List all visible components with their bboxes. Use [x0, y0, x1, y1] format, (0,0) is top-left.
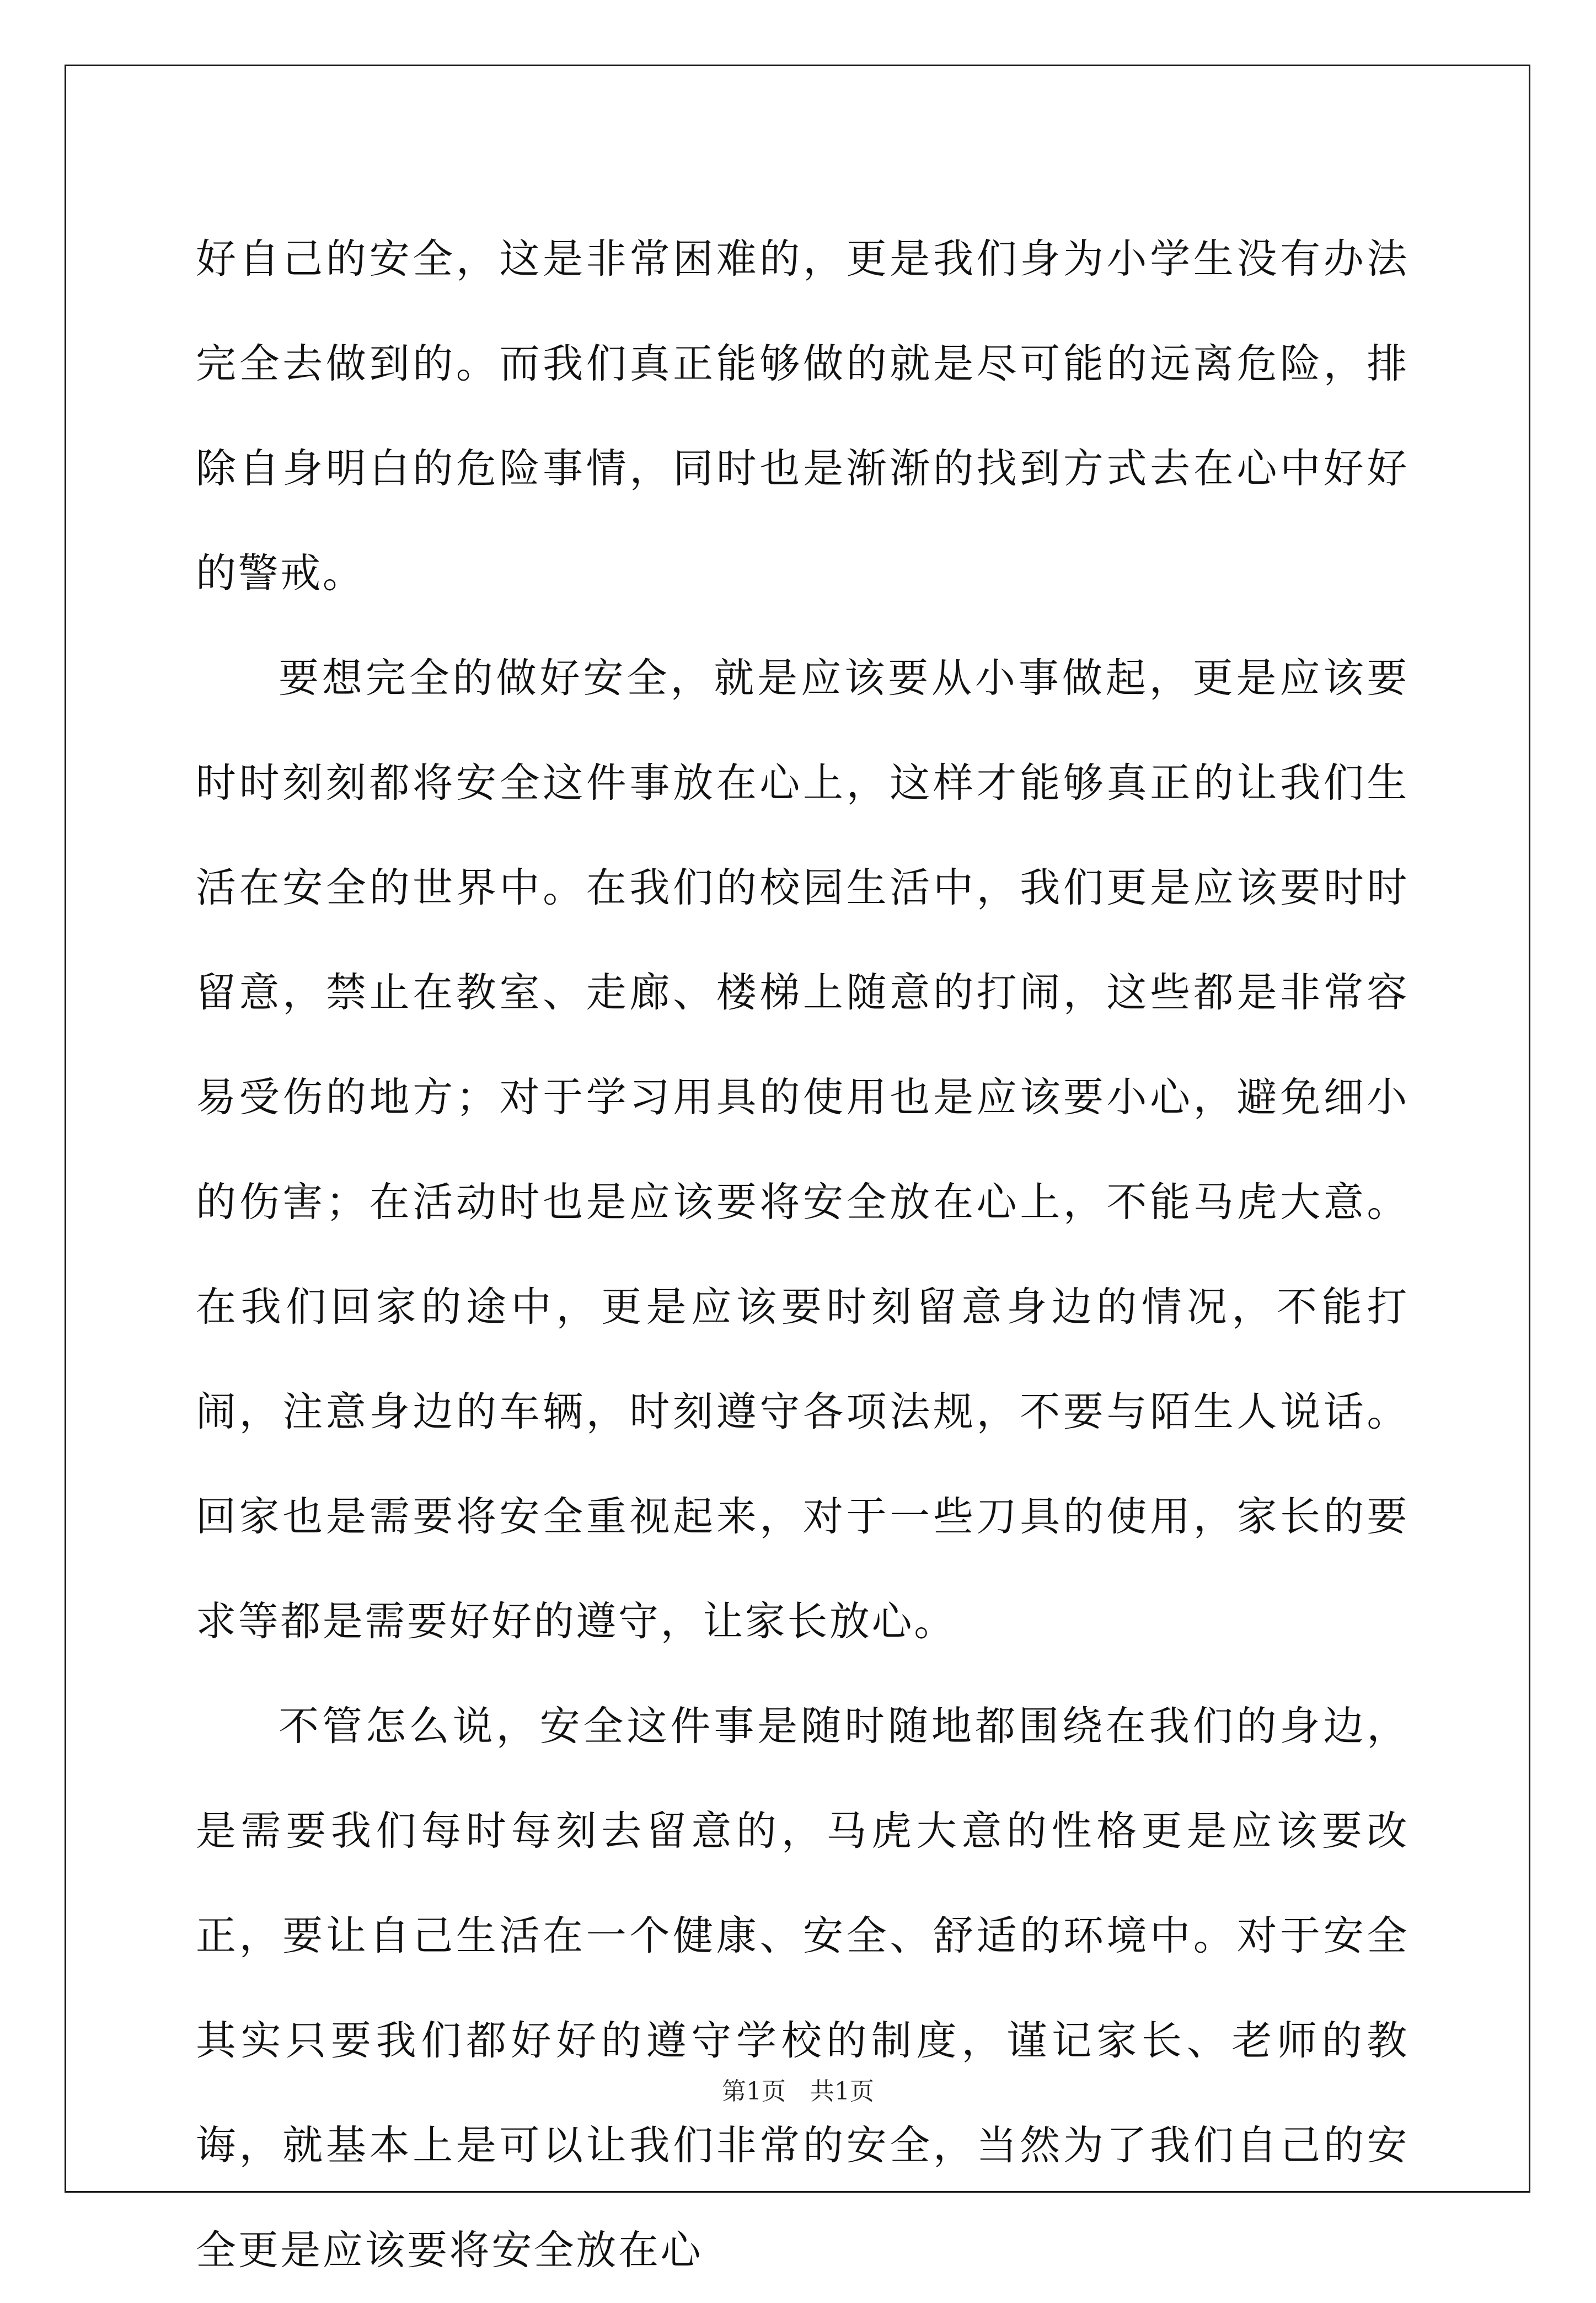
paragraph-2: 要想完全的做好安全，就是应该要从小事做起，更是应该要时时刻刻都将安全这件事放在心上，这样才能够真正的让我们生活在安全的世界中。在我们的校园生活中，我们更是应该要时时留意，禁止在教室、走廊、楼梯上随意的打闹，这些都是非常容易受伤的地方；对于学习用具的使用也是应该要小心，避免细小的伤害；在活动时也是应该要将安全放在心上，不能马虎大意。在我们回家的途中，更是应该要时刻留意身边的情况，不能打闹，注意身边的车辆，时刻遵守各项法规，不要与陌生人说话。回家也是需要将安全重视起来，对于一些刀具的使用，家长的要求等都是需要好好的遵守，让家长放心。	[196, 655, 1409, 1645]
paragraph-3: 不管怎么说，安全这件事是随时随地都围绕在我们的身边，是需要我们每时每刻去留意的，马虎大意的性格更是应该要改正，要让自己生活在一个健康、安全、舒适的环境中。对于安全其实只要我们都好好的遵守学校的制度，谨记家长、老师的教诲，就基本上是可以让我们非常的安全，当然为了我们自己的安全更是应该要将安全放在心	[196, 1703, 1409, 2274]
page-number-footer: 第1页 共1页	[722, 2077, 874, 2106]
paragraph-1: 好自己的安全，这是非常困难的，更是我们身为小学生没有办法完全去做到的。而我们真正能够做的就是尽可能的远离危险，排除自身明白的危险事情，同时也是渐渐的找到方式去在心中好好的警戒。	[196, 236, 1409, 597]
document-body	[196, 207, 1409, 2303]
